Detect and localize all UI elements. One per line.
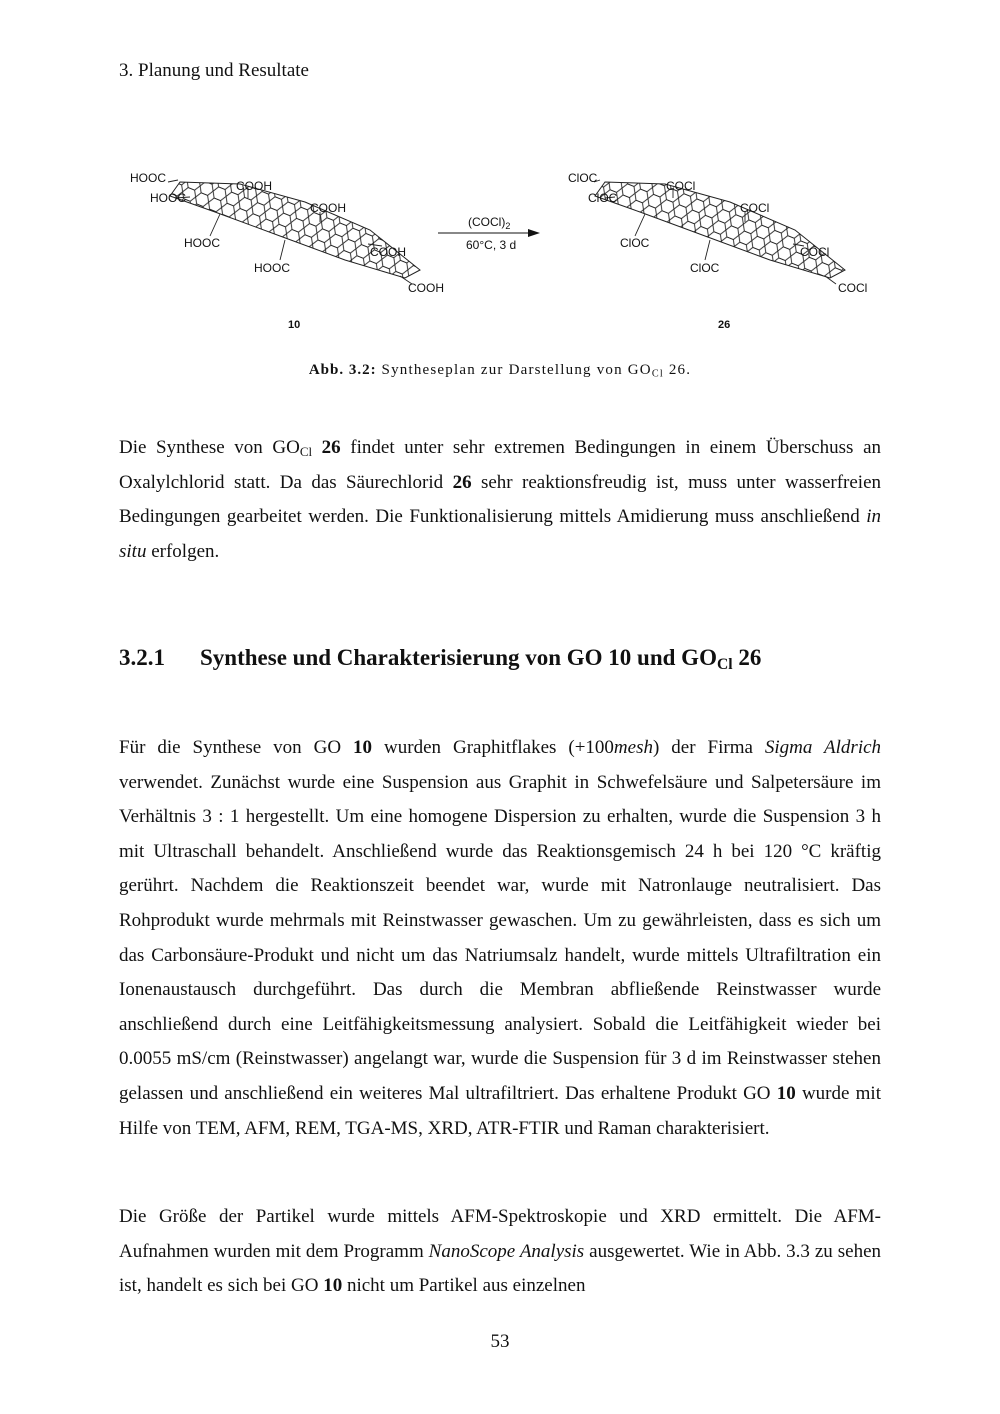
p2-text-e: ) der Firma — [652, 737, 753, 758]
p2-mesh: mesh — [613, 737, 653, 758]
right-label-2: ClOC — [588, 191, 618, 205]
right-label-7: ClOC — [690, 261, 720, 275]
section-title-subscript: Cl — [716, 655, 733, 673]
p1-text-e: sehr reaktionsfreudig ist, muss unter wasserfreien Bedingungen gearbeitet werden. Die Funktionalisierung mittels Amidierung muss anschließend — [119, 471, 882, 528]
p1-text-c: findet unter sehr extremen Bedingungen in einem Überschuss an Oxalylchlorid statt. Da das Säurechlorid — [119, 437, 882, 493]
p1-in-situ: in situ — [119, 506, 881, 562]
p2-compound-10: 10 — [353, 737, 373, 758]
paragraph-synthesis — [119, 731, 881, 1146]
p3-text-e: nicht um Partikel aus einzelnen — [346, 1275, 586, 1297]
right-label-4: COCl — [740, 201, 770, 215]
caption-compound: 26. — [668, 362, 692, 378]
p3-software: NanoScope Analysis — [428, 1240, 585, 1262]
left-label-6: COOH — [370, 245, 406, 259]
figure-caption — [0, 362, 1000, 379]
compound-number-26: 26 — [718, 319, 731, 331]
p3-text-c: ausgewertet. Wie in Abb. 3.3 zu sehen ist, handelt es sich bei GO — [119, 1240, 882, 1297]
left-label-5: HOOC — [184, 236, 220, 250]
caption-label: Abb. 3.2: — [308, 362, 377, 378]
caption-subscript: Cl — [651, 368, 664, 380]
left-label-1: HOOC — [130, 171, 166, 185]
p1-subscript: Cl — [299, 444, 313, 460]
right-label-3: COCl — [666, 179, 696, 193]
running-header: 3. Planung und Resultate — [119, 60, 309, 81]
section-title-compound: 26 — [738, 645, 762, 670]
reaction-scheme — [120, 160, 880, 340]
p2-text-g: verwendet. Zunächst wurde eine Suspension aus Graphit in Schwefelsäure und Salpetersäure im Verhältnis 3 : 1 hergestellt. Um eine homogene Dispersion zu erhalten, wurde die Suspension 3 h mit Ultraschall behandelt. Anschließend wurde das Reaktionsgemisch 24 h bei 120 °C kräftig gerührt. Nachdem die Reaktionszeit beendet war, wurde mit Natronlauge neutralisiert. Das Rohprodukt wurde mehrmals mit Reinstwasser gewaschen. Um zu gewährleisten, dass es sich um das Carbonsäure-Produkt und nicht um das Natriumsalz handelt, wurde mittels Ultrafiltration ein Ionenaustausch durchgeführt. Das durch die Membran abfließende Reinstwasser wurde anschließend durch eine Leitfähigkeitsmessung analysiert. Sobald die Leitfähigkeit wieder bei 0.0055 mS/cm (Reinstwasser) angelangt war, wurde die Suspension für 3 d im Reinstwasser stehen gelassen und anschließend ein weiteres Mal ultrafiltriert. Das erhaltene Produkt GO — [119, 771, 881, 1104]
p2-text-i: wurde mit Hilfe von TEM, AFM, REM, TGA-MS, XRD, ATR-FTIR und Raman charakterisiert. — [119, 1082, 881, 1139]
p3-text-a: Die Größe der Partikel wurde mittels AFM-Spektroskopie und XRD ermittelt. Die AFM-Aufnahmen wurden mit dem Programm — [119, 1206, 881, 1262]
page-number: 53 — [490, 1331, 510, 1352]
right-label-5: ClOC — [620, 236, 650, 250]
graphene-oxide-sheet-left — [130, 171, 444, 331]
caption-text: Syntheseplan zur Darstellung von GO — [381, 362, 652, 378]
left-label-4: COOH — [310, 201, 346, 215]
reaction-arrow — [438, 215, 540, 252]
conditions-label: 60°C, 3 d — [466, 238, 517, 252]
left-label-8: COOH — [408, 281, 444, 295]
p1-text-a: Die Synthese von GO — [119, 437, 300, 458]
p3-compound-10: 10 — [323, 1275, 343, 1297]
p2-compound-10-b: 10 — [776, 1082, 796, 1104]
p1-text-g: erfolgen. — [151, 540, 220, 562]
paragraph-intro — [119, 431, 881, 569]
p2-text-c: wurden Graphitflakes (+100 — [384, 737, 614, 758]
right-label-1: ClOC — [568, 171, 598, 185]
left-label-7: HOOC — [254, 261, 290, 275]
p2-company: Sigma Aldrich — [764, 737, 882, 758]
section-heading — [119, 645, 761, 671]
acid-chloride-sheet-right — [568, 171, 867, 331]
paragraph-particle-size — [119, 1200, 881, 1304]
p1-compound-26: 26 — [321, 437, 341, 458]
p1-compound-26-b: 26 — [452, 471, 472, 493]
compound-number-10: 10 — [288, 319, 301, 331]
right-label-8: COCl — [838, 281, 868, 295]
section-title: Synthese und Charakterisierung von GO 10 und GO — [200, 645, 717, 670]
reaction-scheme-graphic — [120, 160, 880, 340]
section-number: 3.2.1 — [119, 645, 165, 670]
p2-text-a: Für die Synthese von GO — [119, 737, 342, 758]
left-label-2: HOOC — [150, 191, 186, 205]
left-label-3: COOH — [236, 179, 272, 193]
reagent-label: $(COCl)_2$ — [468, 215, 511, 231]
right-label-6: COCl — [800, 245, 830, 259]
